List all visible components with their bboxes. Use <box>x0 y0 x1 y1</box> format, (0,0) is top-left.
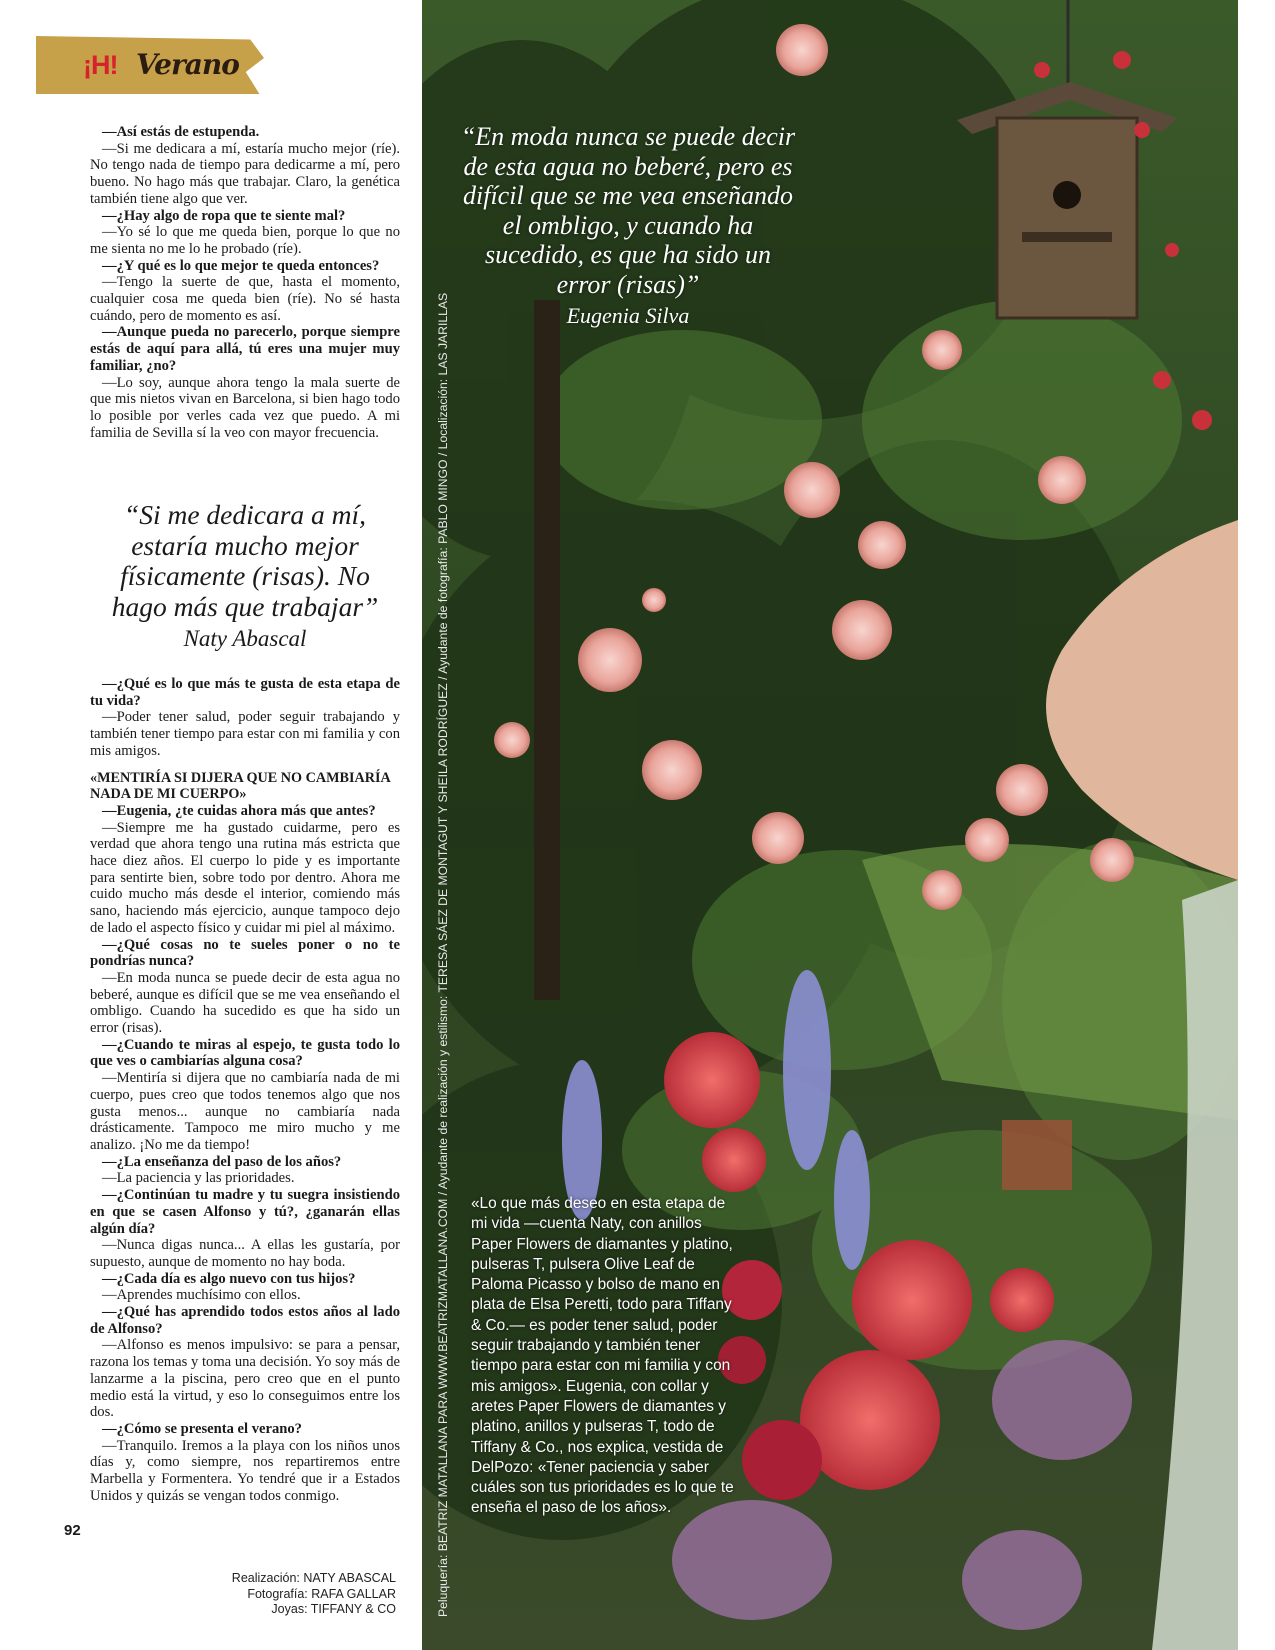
photo-pull-quote-text: “En moda nunca se puede decir de esta agua no beberé, pero es difícil que se me vea enseñando el ombligo, y cuando ha sucedido, es que ha sido un error (risas)” <box>460 122 796 299</box>
interview-answer: —Si me dedicara a mí, estaría mucho mejor (ríe). No tengo nada de tiempo para dedicarme a mí, pero bueno. No hago más que trabajar. Claro, la genética también tiene algo que ver. <box>90 140 400 207</box>
credit-joyas: Joyas: TIFFANY & CO <box>271 1602 396 1616</box>
interview-question: —¿Cada día es algo nuevo con tus hijos? <box>102 1270 356 1287</box>
photo-credits <box>160 1571 396 1618</box>
interview-answer: —Yo sé lo que me queda bien, porque lo que no me sienta no me lo he probado (ríe). <box>90 224 400 257</box>
interview-answer: —Siempre me ha gustado cuidarme, pero es verdad que ahora tengo una rutina más estricta que hace diez años. El cuerpo lo pide y es importante para sentirte bien, sobre todo por dentro. Ahora me cuido mucho más desde el interior, comiendo más sano, haciendo más ejercicio, aunque tampoco dejo de lado el aspecto físico y cuidar mi piel al máximo. <box>90 819 400 936</box>
article-column-top <box>90 124 400 441</box>
interview-answer: —Mentiría si dijera que no cambiaría nada de mi cuerpo, pues creo que todos tenemos algo que nos gusta menos... aunque no cambiaría nada drásticamente. Tampoco me miro mucho y me analizo. ¡No me da tiempo! <box>90 1070 400 1153</box>
interview-question: —¿Qué has aprendido todos estos años al lado de Alfonso? <box>90 1304 400 1337</box>
interview-question: —¿Cuando te miras al espejo, te gusta todo lo que ves o cambiarías alguna cosa? <box>90 1036 400 1070</box>
interview-answer: —Nunca digas nunca... A ellas les gustaría, por supuesto, aunque de momento no hay boda. <box>90 1237 400 1270</box>
credit-fotografia: Fotografía: RAFA GALLAR <box>247 1586 396 1601</box>
interview-answer: —La paciencia y las prioridades. <box>102 1170 295 1187</box>
pull-quote <box>90 500 400 655</box>
interview-answer: —Tengo la suerte de que, hasta el momento, cualquier cosa me queda bien (ríe). No sé hasta cuándo, pero de momento es así. <box>90 274 400 324</box>
section-subheading: «MENTIRÍA SI DIJERA QUE NO CAMBIARÍA NADA DE MI CUERPO» <box>90 769 390 803</box>
photo-pull-quote <box>458 122 798 331</box>
section-tag <box>36 36 264 94</box>
interview-question: —Así estás de estupenda. <box>102 124 260 140</box>
interview-answer: —Aprendes muchísimo con ellos. <box>102 1287 301 1304</box>
interview-question: —¿Qué cosas no te sueles poner o no te pondrías nunca? <box>90 936 400 970</box>
pull-quote-author: Naty Abascal <box>183 626 307 651</box>
magazine-logo: ¡H! <box>83 50 118 80</box>
interview-question: —¿Hay algo de ropa que te siente mal? <box>102 207 346 224</box>
interview-question: —¿Y qué es lo que mejor te queda entonces? <box>102 257 380 274</box>
interview-answer: —Tranquilo. Iremos a la playa con los niños unos días y, como siempre, nos repartiremos entre Marbella y Formentera. Yo tendré que ir a Estados Unidos y quizás se vengan todos conmigo. <box>90 1437 400 1504</box>
interview-question: —¿Qué es lo que más te gusta de esta etapa de tu vida? <box>90 676 400 709</box>
interview-answer: —Lo soy, aunque ahora tengo la mala suerte de que mis nietos vivan en Barcelona, si bien hago todo lo posible por verles cada vez que puedo. A mi familia de Sevilla sí la veo con mayor frecuencia. <box>90 374 400 441</box>
interview-answer: —En moda nunca se puede decir de esta agua no beberé, aunque es difícil que se me vea enseñando el ombligo. Cuando ha sucedido es que ha sido un error (risas). <box>90 969 400 1037</box>
interview-question: —¿Continúan tu madre y tu suegra insistiendo en que se casen Alfonso y tú?, ¿ganarán ellas algún día? <box>90 1187 400 1237</box>
photo-pull-quote-author: Eugenia Silva <box>566 303 690 328</box>
interview-question: —Eugenia, ¿te cuidas ahora más que antes? <box>102 802 376 819</box>
interview-question: —¿Cómo se presenta el verano? <box>102 1420 302 1437</box>
interview-answer: —Poder tener salud, poder seguir trabajando y también tener tiempo para estar con mi familia y con mis amigos. <box>90 709 400 759</box>
article-column-bottom <box>90 676 400 1504</box>
section-label: Verano <box>136 48 239 81</box>
interview-question: —¿La enseñanza del paso de los años? <box>102 1153 342 1170</box>
vertical-credit: Peluquería: BEATRIZ MATALLANA PARA WWW.BEATRIZMATALLANA.COM / Ayudante de realización y estilismo: TERESA SÁEZ DE MONTAGUT Y SHEILA RODRÍGUEZ / Ayudante de fotografía: PABLO MINGO / Localización: LAS JARILLAS <box>436 292 450 1617</box>
interview-answer: —Alfonso es menos impulsivo: se para a pensar, razona los temas y toma una decisión. Yo soy más de lanzarme a la piscina, pero creo que en el punto medio está la virtud, y eso lo conseguimos entre los dos. <box>90 1337 400 1421</box>
pull-quote-text: “Si me dedicara a mí, estaría mucho mejor físicamente (risas). No hago más que trabajar” <box>111 499 379 622</box>
photo-caption: «Lo que más deseo en esta etapa de mi vida —cuenta Naty, con anillos Paper Flowers de diamantes y platino, pulseras T, pulsera Olive Leaf de Paloma Picasso y bolso de mano en plata de Elsa Peretti, todo para Tiffany & Co.— es poder tener salud, poder seguir trabajando y también tener tiempo para estar con mi familia y con mis amigos». Eugenia, con collar y aretes Paper Flowers de diamantes y platino, anillos y pulseras T, todo de Tiffany & Co., nos explica, vestida de DelPozo: «Tener paciencia y saber cuáles son tus prioridades es lo que te enseña el paso de los años». <box>471 1195 734 1517</box>
credit-realizacion: Realización: NATY ABASCAL <box>231 1571 396 1585</box>
page-number: 92 <box>64 1522 81 1539</box>
interview-question: —Aunque pueda no parecerlo, porque siempre estás de aquí para allá, tú eres una mujer muy familiar, ¿no? <box>90 324 400 374</box>
